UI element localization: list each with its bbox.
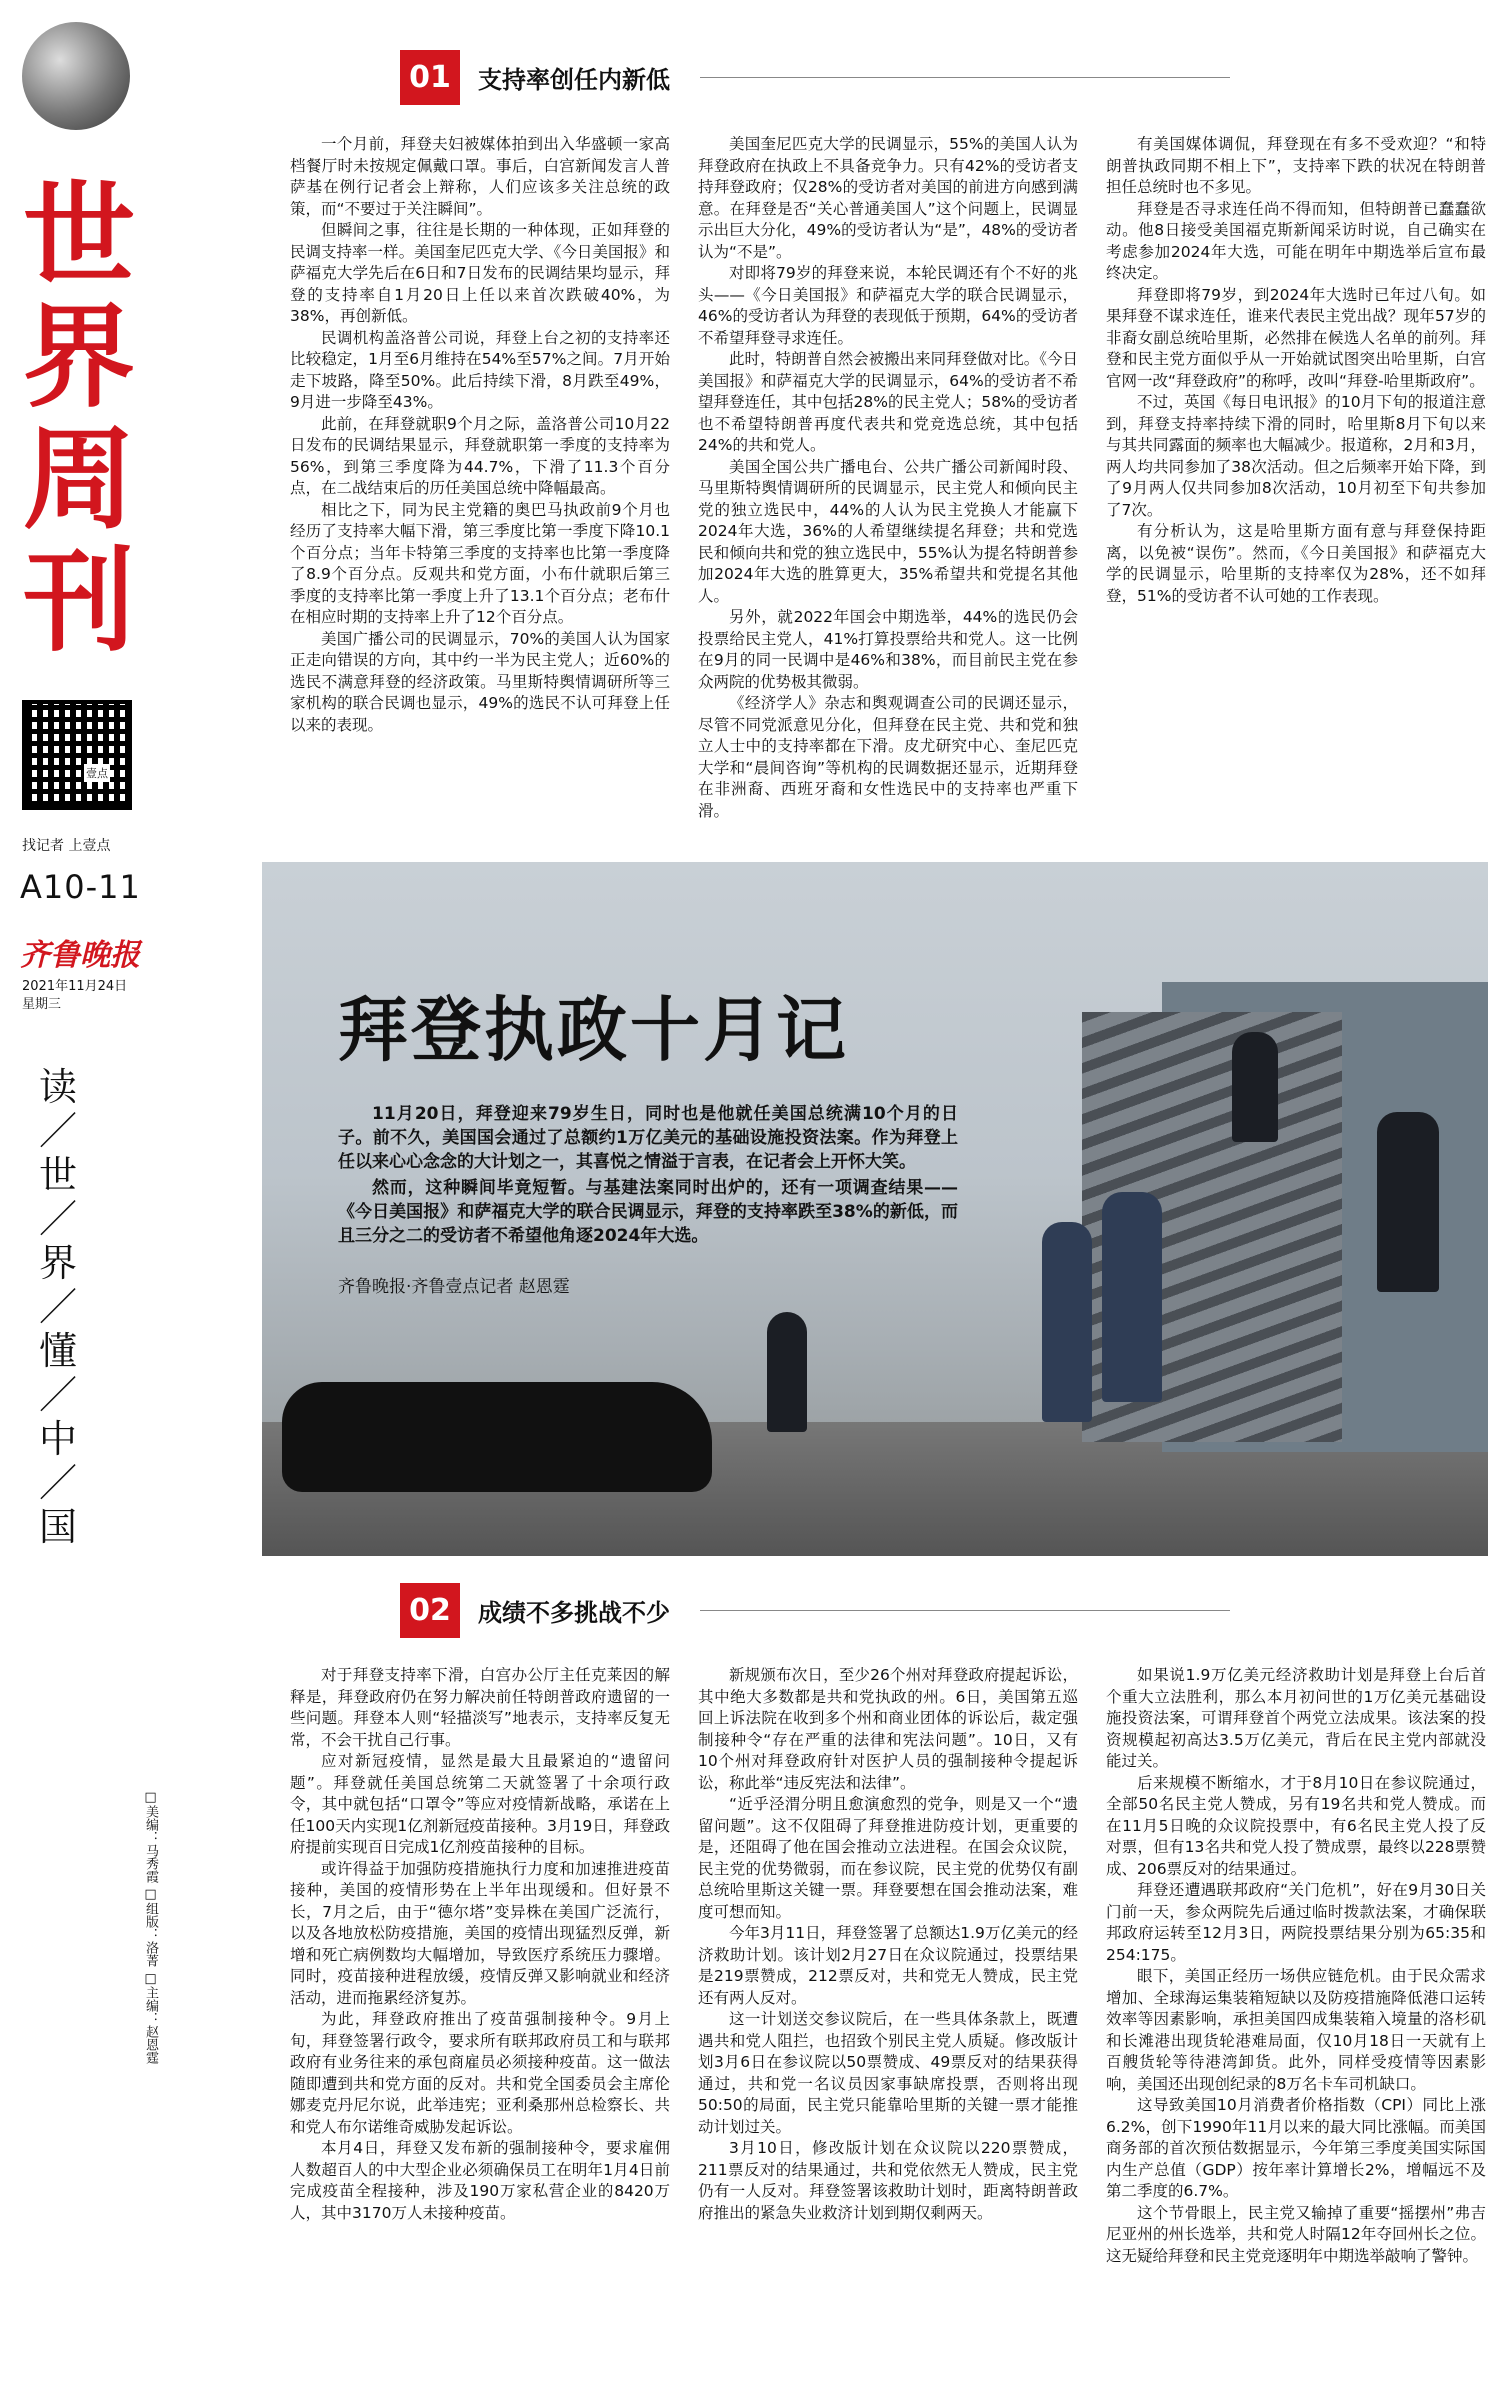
weekday-text: 星期三	[22, 997, 62, 1012]
paragraph: 新规颁布次日，至少26个州对拜登政府提起诉讼，其中绝大多数都是共和党执政的州。6日，美国第五巡回上诉法院在收到多个州和商业团体的诉讼后，裁定强制接种令“存在严重的法律和宪法问题”。10日，又有10个州对拜登政府针对医护人员的强制接种令提起诉讼，称此举“违反宪法和法律”。	[698, 1666, 1078, 1792]
paragraph: 本月4日，拜登又发布新的强制接种令，要求雇佣人数超百人的中大型企业必须确保员工在明年1月4日前完成疫苗全程接种，涉及190万家私营企业的8420万人，其中3170万人未接种疫苗。	[290, 2139, 670, 2222]
section2-body	[290, 1665, 1486, 2375]
masthead-char: 世	[23, 171, 135, 301]
editor-credits: □美编：马秀霞 □组版：洛菁 □主编：赵恩霆	[143, 1790, 158, 2065]
column-slogan	[28, 1065, 88, 1549]
divider	[700, 77, 1230, 78]
text-column	[1106, 134, 1486, 834]
text-column	[698, 134, 1078, 834]
section-title: 成绩不多挑战不少	[478, 1599, 670, 1627]
person-figure	[1232, 1032, 1278, 1142]
paragraph: 《经济学人》杂志和舆观调查公司的民调还显示，尽管不同党派意见分化，但拜登在民主党、共和党和独立人士中的支持率都在下滑。皮尤研究中心、奎尼匹克大学和“晨间咨询”等机构的民调数据还显示，近期拜登在非洲裔、西班牙裔和女性选民中的支持率也严重下滑。	[698, 694, 1078, 820]
slogan-char: ／	[38, 1461, 77, 1505]
feature-photo	[262, 862, 1488, 1556]
paragraph: 对即将79岁的拜登来说，本轮民调还有个不好的兆头——《今日美国报》和萨福克大学的联合民调显示，46%的受访者认为拜登的表现低于预期，64%的受访者不希望拜登寻求连任。	[698, 264, 1078, 347]
paper-name-logo: 齐鲁晚报	[20, 938, 140, 973]
paragraph: 不过，英国《每日电讯报》的10月下旬的报道注意到，拜登支持率持续下滑的同时，哈里斯8月下旬以来与其共同露面的频率也大幅减少。报道称，2月和3月，两人均共同参加了38次活动。但之后频率开始下降，到了9月两人仅共同参加8次活动，10月初至下旬共参加了7次。	[1106, 393, 1486, 519]
feature-lead	[338, 1102, 958, 1250]
globe-logo-icon	[22, 22, 130, 130]
slogan-char: 国	[38, 1505, 77, 1549]
date-text: 2021年11月24日	[22, 979, 128, 994]
text-column	[1106, 1665, 1486, 2375]
paragraph: 美国全国公共广播电台、公共广播公司新闻时段、马里斯特舆情调研所的民调显示，民主党人和倾向民主党的独立选民中，44%的人认为民主党换人才能赢下2024年大选，36%的人希望继续提名拜登；共和党选民和倾向共和党的独立选民中，55%认为提名特朗普参加2024年大选的胜算更大，35%希望共和党提名其他人。	[698, 457, 1078, 605]
feature-headline: 拜登执政十月记	[338, 988, 849, 1071]
slogan-char: ／	[38, 1373, 77, 1417]
section-header-2	[400, 1583, 1230, 1638]
lead-paragraph: 然而，这种瞬间毕竟短暂。与基建法案同时出炉的，还有一项调查结果——《今日美国报》和萨福克大学的联合民调显示，拜登的支持率跌至38%的新低，而且三分之二的受访者不希望他角逐2024年大选。	[338, 1178, 958, 1246]
paragraph: 拜登还遭遇联邦政府“关门危机”，好在9月30日关门前一天，参众两院先后通过临时拨款法案，才确保联邦政府运转至12月3日，两院投票结果分别为65:35和254:175。	[1106, 1881, 1486, 1964]
paragraph: 这个节骨眼上，民主党又输掉了重要“摇摆州”弗吉尼亚州的州长选举，共和党人时隔12年夺回州长之位。这无疑给拜登和民主党竞逐明年中期选举敲响了警钟。	[1106, 2203, 1486, 2265]
section-title: 支持率创任内新低	[478, 66, 670, 94]
text-column	[290, 134, 670, 834]
section-number: 02	[400, 1583, 460, 1638]
sidebar	[0, 0, 158, 2395]
slogan-char: 读	[38, 1065, 77, 1109]
slogan-char: 界	[38, 1241, 77, 1285]
paragraph: 对于拜登支持率下滑，白宫办公厅主任克莱因的解释是，拜登政府仍在努力解决前任特朗普政府遗留的一些问题。拜登本人则“轻描淡写”地表示，支持率反复无常，不会干扰自己行事。	[290, 1666, 670, 1749]
paragraph: 后来规模不断缩水，才于8月10日在参议院通过，全部50名民主党人赞成，另有19名共和党人赞成。而在11月5日晚的众议院投票中，有6名民主党人投了反对票，但有13名共和党人投了赞成票，最终以228票赞成、206票反对的结果通过。	[1106, 1773, 1486, 1878]
paragraph: 但瞬间之事，往往是长期的一种体现，正如拜登的民调支持率一样。美国奎尼匹克大学、《今日美国报》和萨福克大学先后在6日和7日发布的民调结果均显示，拜登的支持率自1月20日上任以来首次跌破40%，为38%，再创新低。	[290, 221, 670, 325]
paragraph: “近乎泾渭分明且愈演愈烈的党争，则是又一个“遗留问题”。这不仅阻碍了拜登推进防疫计划，更重要的是，还阻碍了他在国会推动立法进程。在国会众议院，民主党的优势微弱，而在参议院，民主党的优势仅有副总统哈里斯这关键一票。拜登要想在国会推动法案，难度可想而知。	[698, 1795, 1078, 1921]
lead-paragraph: 11月20日，拜登迎来79岁生日，同时也是他就任美国总统满10个月的日子。前不久，美国国会通过了总额约1万亿美元的基础设施投资法案。作为拜登上任以来心心念念的大计划之一，其喜悦之情溢于言表，在记者会上开怀大笑。	[338, 1104, 958, 1172]
slogan-char: ／	[38, 1285, 77, 1329]
paragraph: 眼下，美国正经历一场供应链危机。由于民众需求增加、全球海运集装箱短缺以及防疫措施降低港口运转效率等因素影响，承担美国四成集装箱入境量的洛杉矶和长滩港出现货轮港难局面，仅10月18日一天就有上百艘货轮等待港湾卸货。此外，同样受疫情等因素影响，美国还出现创纪录的8万名卡车司机缺口。	[1106, 1967, 1486, 2093]
section-number: 01	[400, 50, 460, 105]
paragraph: 美国奎尼匹克大学的民调显示，55%的美国人认为拜登政府在执政上不具备竞争力。只有42%的受访者支持拜登政府；仅28%的受访者对美国的前进方向感到满意。在拜登是否“关心普通美国人”这个问题上，民调显示出巨大分化，49%的受访者认为“是”，48%的受访者认为“不是”。	[698, 135, 1078, 261]
qr-code-icon[interactable]	[22, 700, 132, 810]
slogan-char: 世	[38, 1153, 77, 1197]
paragraph: 这一计划送交参议院后，在一些具体条款上，既遭遇共和党人阻拦，也招致个别民主党人质疑。修改版计划3月6日在参议院以50票赞成、49票反对的结果获得通过，共和党一名议员因家事缺席投票，否则将出现50:50的局面，民主党只能靠哈里斯的关键一票才能推动计划过关。	[698, 2010, 1078, 2136]
paragraph: 如果说1.9万亿美元经济救助计划是拜登上台后首个重大立法胜利，那么本月初问世的1万亿美元基础设施投资法案，可谓拜登首个两党立法成果。该法案的投资规模起初高达3.5万亿美元，背后在民主党内部就没能过关。	[1106, 1666, 1486, 1770]
qr-badge: 壹点	[84, 764, 110, 782]
issue-date	[22, 978, 127, 1014]
divider	[700, 1610, 1230, 1611]
person-figure	[1377, 1112, 1439, 1292]
slogan-char: 懂	[38, 1329, 77, 1373]
person-figure	[1042, 1222, 1092, 1422]
slogan-char: 中	[38, 1417, 77, 1461]
paragraph: 今年3月11日，拜登签署了总额达1.9万亿美元的经济救助计划。该计划2月27日在众议院通过，投票结果是219票赞成，212票反对，共和党无人赞成，民主党还有两人反对。	[698, 1924, 1078, 2007]
paragraph: 有分析认为，这是哈里斯方面有意与拜登保持距离，以免被“误伤”。然而，《今日美国报》和萨福克大学的民调显示，哈里斯的支持率仅为28%，还不如拜登，51%的受访者不认可她的工作表现。	[1106, 522, 1486, 605]
section-header-1	[400, 50, 1230, 105]
paragraph: 此前，在拜登就职9个月之际，盖洛普公司10月22日发布的民调结果显示，拜登就职第一季度的支持率为56%，到第三季度降为44.7%，下滑了11.3个百分点，在二战结束后的历任美国总统中降幅最高。	[290, 414, 670, 497]
person-figure	[767, 1312, 807, 1432]
paragraph: 拜登即将79岁，到2024年大选时已年过八旬。如果拜登不谋求连任，谁来代表民主党出战？现年57岁的非裔女副总统哈里斯，必然排在候选人名单的前列。拜登和民主党方面似乎从一开始就试图突出哈里斯，白宫官网一改“拜登政府”的称呼，改叫“拜登-哈里斯政府”。	[1106, 285, 1486, 390]
qr-label: 找记者 上壹点	[22, 838, 111, 854]
paragraph: 或许得益于加强防疫措施执行力度和加速推进疫苗接种，美国的疫情形势在上半年出现缓和。但好景不长，7月之后，由于“德尔塔”变异株在美国广泛流行，以及各地放松防疫措施，美国的疫情出现猛烈反弹，新增和死亡病例数均大幅增加，导致医疗系统压力骤增。同时，疫苗接种进程放缓，疫情反弹又影响就业和经济活动，进而拖累经济复苏。	[290, 1859, 670, 2007]
masthead-char: 刊	[23, 537, 135, 667]
page-number: A10-11	[20, 868, 141, 906]
slogan-char: ／	[38, 1109, 77, 1153]
paragraph: 拜登是否寻求连任尚不得而知，但特朗普已蠢蠢欲动。他8日接受美国福克斯新闻采访时说，自己确实在考虑参加2024年大选，可能在明年中期选举后宣布最终决定。	[1106, 199, 1486, 282]
paragraph: 美国广播公司的民调显示，70%的美国人认为国家正走向错误的方向，其中约一半为民主党人；近60%的选民不满意拜登的经济政策。马里斯特舆情调研所等三家机构的联合民调也显示，49%的选民不认可拜登上任以来的表现。	[290, 629, 670, 734]
paragraph: 相比之下，同为民主党籍的奥巴马执政前9个月也经历了支持率大幅下滑，第三季度比第一季度下降10.1个百分点；当年卡特第三季度的支持率也比第一季度降了8.9个百分点。反观共和党方面，小布什就职后第三季度的支持率比第一季度上升了13.1个百分点；老布什在相应时期的支持率上升了12个百分点。	[290, 500, 670, 626]
paragraph: 另外，就2022年国会中期选举，44%的选民仍会投票给民主党人，41%打算投票给共和党人。这一比例在9月的同一民调中是46%和38%，而目前民主党在参众两院的优势极其微弱。	[698, 608, 1078, 691]
paragraph: 为此，拜登政府推出了疫苗强制接种令。9月上旬，拜登签署行政令，要求所有联邦政府员工和与联邦政府有业务往来的承包商雇员必须接种疫苗。这一做法随即遭到共和党方面的反对。共和党全国委员会主席伦娜麦克丹尼尔说，此举违宪；亚利桑那州总检察长、共和党人布尔诺维奇威胁发起诉讼。	[290, 2010, 670, 2136]
paragraph: 一个月前，拜登夫妇被媒体拍到出入华盛顿一家高档餐厅时未按规定佩戴口罩。事后，白宫新闻发言人普萨基在例行记者会上辩称，人们应该多关注总统的政策，而“不要过于关注瞬间”。	[290, 135, 670, 218]
section1-body	[290, 134, 1486, 834]
text-column	[698, 1665, 1078, 2375]
limousine	[282, 1382, 712, 1492]
text-column	[290, 1665, 670, 2375]
byline: 齐鲁晚报·齐鲁壹点记者 赵恩霆	[338, 1277, 570, 1297]
person-figure	[1102, 1192, 1162, 1402]
masthead-char: 界	[23, 293, 135, 423]
masthead-title	[14, 171, 144, 667]
paragraph: 此时，特朗普自然会被搬出来同拜登做对比。《今日美国报》和萨福克大学的民调显示，64%的受访者不希望拜登连任，其中包括28%的民主党人；58%的受访者也不希望特朗普再度代表共和党竞选总统，其中包括24%的共和党人。	[698, 350, 1078, 454]
paragraph: 有美国媒体调侃，拜登现在有多不受欢迎？“和特朗普执政同期不相上下”，支持率下跌的状况在特朗普担任总统时也不多见。	[1106, 135, 1486, 196]
paragraph: 应对新冠疫情，显然是最大且最紧迫的“遗留问题”。拜登就任美国总统第二天就签署了十余项行政令，其中就包括“口罩令”等应对疫情新战略，承诺在上任100天内实现1亿剂新冠疫苗接种。3月19日，拜登政府提前实现百日完成1亿剂疫苗接种的目标。	[290, 1752, 670, 1856]
masthead-char: 周	[23, 415, 135, 545]
paragraph: 3月10日，修改版计划在众议院以220票赞成，211票反对的结果通过，共和党依然无人赞成，民主党仍有一人反对。拜登签署该救助计划时，距离特朗普政府推出的紧急失业救济计划到期仅剩两天。	[698, 2139, 1078, 2222]
paragraph: 这导致美国10月消费者价格指数（CPI）同比上涨6.2%，创下1990年11月以来的最大同比涨幅。而美国商务部的首次预估数据显示，今年第三季度美国实际国内生产总值（GDP）按年率计算增长2%，增幅远不及第二季度的6.7%。	[1106, 2096, 1486, 2200]
slogan-char: ／	[38, 1197, 77, 1241]
paragraph: 民调机构盖洛普公司说，拜登上台之初的支持率还比较稳定，1月至6月维持在54%至57%之间。7月开始走下坡路，降至50%。此后持续下滑，8月跌至49%，9月进一步降至43%。	[290, 328, 670, 411]
